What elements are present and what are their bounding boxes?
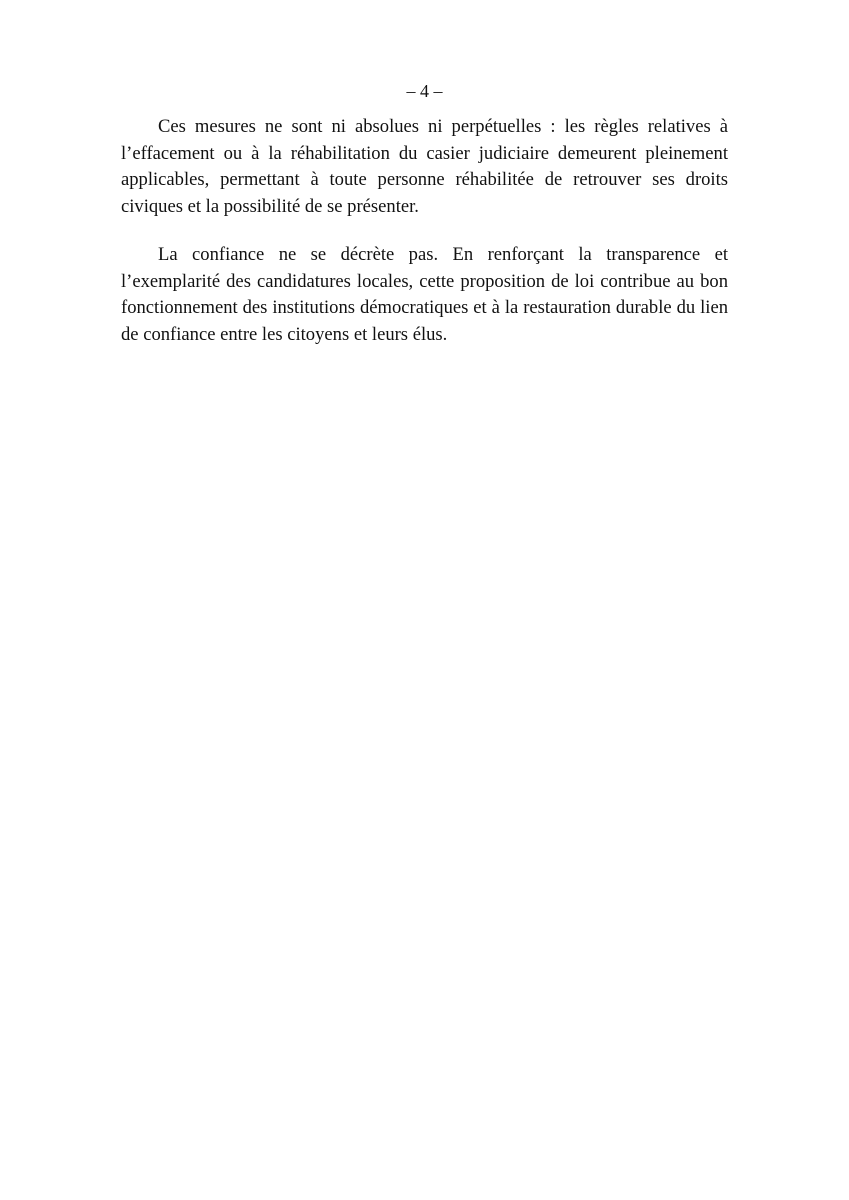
paragraph-confiance: La confiance ne se décrète pas. En renforçant la transparence et l’exemplarité des candidatures locales, cette proposition de loi contribue au bon fonctionnement des institutions démocratiques et à la restauration durable du lien de confiance entre les citoyens et leurs élus. — [121, 244, 728, 345]
paragraph-rehabilitation: Ces mesures ne sont ni absolues ni perpétuelles : les règles relatives à l’effacement ou à la réhabilitation du casier judiciaire demeurent pleinement applicables, permettant à toute personne réhabilitée de retrouver ses droits civiques et la possibilité de se présenter. — [121, 116, 728, 217]
page-number: – 4 – — [406, 81, 443, 101]
document-body — [121, 114, 728, 370]
